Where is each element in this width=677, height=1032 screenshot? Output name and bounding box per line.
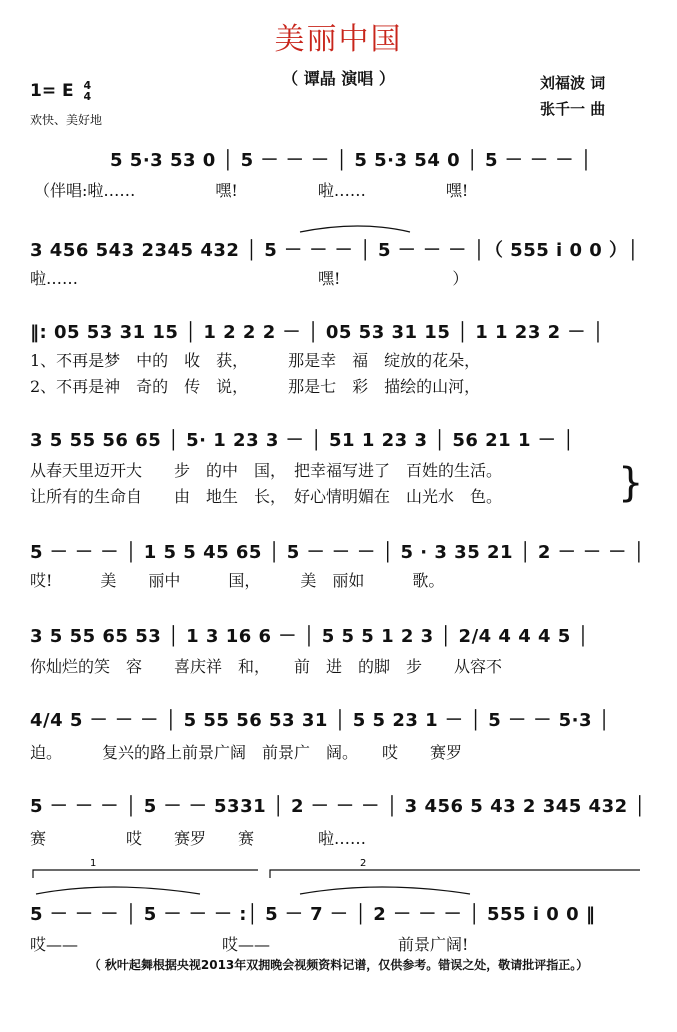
singer-credit: （ 谭晶 演唱 ） [282, 69, 395, 88]
melody-line: 5 － － － │ 1 5 5 45 65 │ 5 － － － │ 5 · 3 35 21 │ 2 － － － │ [30, 542, 645, 563]
verse-brace: } [618, 460, 644, 506]
time-top: 4 [83, 79, 92, 92]
lyric-line: 哎! 美 丽中 国， 美 丽如 歌。 [30, 571, 445, 590]
tempo-marking: 欢快、美好地 [30, 113, 103, 127]
time-bottom: 4 [83, 90, 92, 103]
melody-line: 5 － － － │ 5 － － － :│ 5 － 7 － │ 2 － － － │ 555 i 0 0 ‖ [30, 904, 596, 925]
volta-bracket-1 [33, 870, 258, 878]
lyric-line-verse-1: 1、不再是梦 中的 收 获， 那是幸 福 绽放的花朵， [30, 351, 481, 370]
lyric-line: 啦…… 嘿! ） [30, 269, 469, 288]
lyric-line: 赛 哎 赛罗 赛 啦…… [30, 829, 367, 848]
lyricist-credit: 刘福波 词 [540, 74, 606, 92]
lyric-line: 你灿烂的笑 容 喜庆祥 和， 前 进 的脚 步 从容不 [30, 657, 503, 676]
song-title: 美丽中国 [274, 22, 403, 57]
melody-line: 3 5 55 65 53 │ 1 3 16 6 － │ 5 5 5 1 2 3 │ 2/4 4 4 4 5 │ [30, 626, 589, 647]
melody-line: 5 － － － │ 5 － － 5331 │ 2 － － － │ 3 456 5 43 2 345 432 │ [30, 796, 646, 817]
slur [300, 226, 410, 232]
composer-credit: 张千一 曲 [540, 100, 606, 118]
transcription-note: （ 秋叶起舞根据央视2013年双拥晚会视频资料记谱，仅供参考。错误之处，敬请批评指正。） [88, 958, 589, 972]
slur [300, 887, 470, 894]
melody-line: 3 5 55 56 65 │ 5· 1 23 3 － │ 51 1 23 3 │ 56 21 1 － │ [30, 430, 575, 451]
melody-line: 5 5·3 53 0 │ 5 － － － │ 5 5·3 54 0 │ 5 － － － │ [110, 150, 592, 171]
volta-number-1: 1 [90, 858, 97, 869]
lyric-line-verse-2: 2、不再是神 奇的 传 说， 那是七 彩 描绘的山河， [30, 377, 481, 396]
lyric-line-verse-2: 让所有的生命自 由 地生 长， 好心情明媚在 山光水 色。 [30, 487, 503, 506]
lyric-line: （伴唱:啦…… 嘿! 啦…… 嘿! [34, 181, 469, 200]
volta-number-2: 2 [360, 858, 367, 869]
volta-bracket-2 [270, 870, 640, 878]
lyric-line: 迫。 复兴的路上前景广阔 前景广 阔。 哎 赛罗 [30, 743, 463, 762]
lyric-line: 哎—— 哎—— 前景广阔! [30, 935, 469, 954]
melody-line: 4/4 5 － － － │ 5 55 56 53 31 │ 5 5 23 1 － │ 5 － － 5·3 │ [30, 710, 611, 731]
lyric-line-verse-1: 从春天里迈开大 步 的中 国， 把幸福写进了 百姓的生活。 [30, 461, 503, 480]
melody-line: ‖: 05 53 31 15 │ 1 2 2 2 － │ 05 53 31 15 │ 1 1 23 2 － │ [30, 322, 605, 343]
key-label: 1= E [30, 81, 74, 101]
slur [36, 887, 200, 894]
melody-line: 3 456 543 2345 432 │ 5 － － － │ 5 － － － │（ 555 i 0 0 ）│ [30, 240, 639, 261]
